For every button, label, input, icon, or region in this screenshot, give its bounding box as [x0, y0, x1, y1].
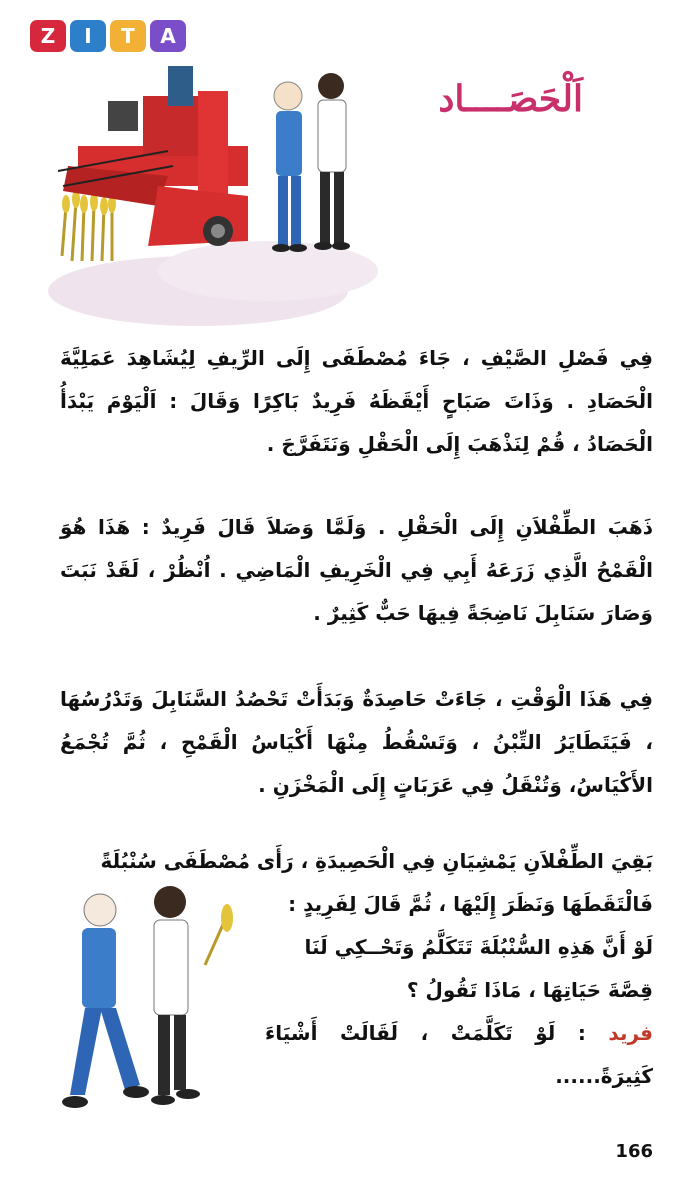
- logo-letter-a: A: [150, 20, 186, 52]
- paragraph-3: فِي هَذَا الْوَقْتِ ، جَاءَتْ حَاصِدَةٌ وَبَدَأَتْ تَحْصُدُ السَّنَابِلَ وَتَدْرُسُهَا ، فَيَتَطَايَرُ التِّبْنُ ، وَتَسْقُطُ مِنْهَا أَكْيَاسُ الْقَمْحِ ، ثُمَّ تُجْمَعُ الأَكْيَاسُ، وَتُنْقَلُ فِي عَرَبَاتٍ إِلَى الْمَخْزَنِ .: [60, 687, 653, 797]
- lesson-title: اَلْحَصَــــاد: [438, 78, 583, 120]
- logo-letter-i: I: [70, 20, 106, 52]
- paragraph-4-line-1: بَقِيَ الطِّفْلاَنِ يَمْشِيَانِ فِي الْحَصِيدَةِ ، رَأَى مُصْطَفَى سُنْبُلَةً: [100, 849, 653, 873]
- speaker-reply: : لَوْ تَكَلَّمَتْ ، لَقَالَتْ أَشْيَاءَ كَثِيرَةً......: [265, 1021, 653, 1088]
- paragraph-2: ذَهَبَ الطِّفْلاَنِ إِلَى الْحَقْلِ . وَلَمَّا وَصَلاَ قَالَ فَرِيدٌ : هَذَا هُوَ الْقَمْحُ الَّذِي زَرَعَهُ أَبِي فِي الْخَرِيفِ الْمَاضِي . اُنْظُرْ ، لَقَدْ نَبَتَ وَصَارَ سَنَابِلَ نَاضِجَةً فِيهَا حَبٌّ كَثِيرٌ .: [60, 515, 653, 625]
- paragraph-1: فِي فَصْلِ الصَّيْفِ ، جَاءَ مُصْطَفَى إِلَى الرِّيفِ لِيُشَاهِدَ عَمَلِيَّةَ الْحَصَادِ . وَذَاتَ صَبَاحٍ أَيْقَظَهُ فَرِيدٌ بَاكِرًا وَقَالَ : اَلْيَوْمَ يَبْدَأُ الْحَصَادُ ، قُمْ لِنَذْهَبَ إِلَى الْحَقْلِ وَنَتَفَرَّجَ .: [60, 346, 653, 456]
- dialogue-line: [265, 1012, 653, 1098]
- zita-logo: [30, 20, 186, 52]
- logo-letter-z: Z: [30, 20, 66, 52]
- speaker-name: فريد: [608, 1021, 653, 1045]
- page-number: 166: [615, 1141, 653, 1162]
- paragraph-4-line-3: لَوْ أَنَّ هَذِهِ السُّنْبُلَةَ تَتَكَلَّمُ وَتَحْــكِي لَنَا: [304, 935, 653, 959]
- harvest-illustration: [48, 56, 378, 331]
- logo-letter-t: T: [110, 20, 146, 52]
- paragraph-4-line-4: قِصَّةَ حَيَاتِهَا ، مَاذَا تَقُولُ ؟: [406, 978, 653, 1002]
- children-walking-illustration: [30, 880, 260, 1135]
- paragraph-4-line-2: فَالْتَقَطَهَا وَنَظَرَ إِلَيْهَا ، ثُمَّ قَالَ لِفَرِيدٍ :: [288, 892, 653, 916]
